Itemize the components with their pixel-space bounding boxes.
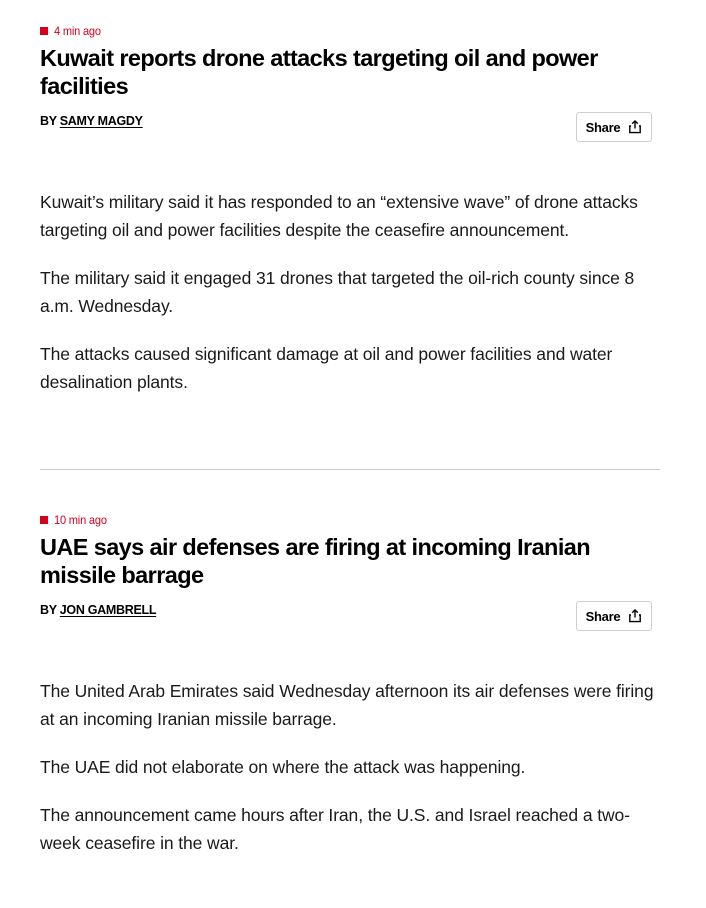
share-upload-icon	[628, 609, 642, 623]
post-body	[40, 677, 660, 857]
byline-row	[40, 603, 660, 651]
post-headline: UAE says air defenses are firing at incoming Iranian missile barrage	[40, 534, 590, 588]
post-paragraph: Kuwait’s military said it has responded to an “extensive wave” of drone attacks targeting oil and power facilities despite the ceasefire announcement.	[40, 192, 638, 240]
post-paragraph: The attacks caused significant damage at oil and power facilities and water desalination plants.	[40, 344, 613, 392]
post-paragraph: The military said it engaged 31 drones that targeted the oil-rich county since 8 a.m. Wednesday.	[40, 268, 635, 316]
share-button[interactable]	[576, 601, 652, 631]
live-updates-feed	[40, 0, 660, 853]
post-paragraph: The announcement came hours after Iran, the U.S. and Israel reached a two-week ceasefire in the war.	[40, 805, 630, 853]
live-indicator-icon	[40, 516, 48, 524]
byline	[40, 603, 156, 617]
byline-prefix: BY	[40, 114, 57, 128]
post-paragraph: The UAE did not elaborate on where the attack was happening.	[40, 757, 526, 777]
post-timestamp: 4 min ago	[54, 24, 101, 38]
post-timestamp: 10 min ago	[54, 513, 107, 527]
share-button-label: Share	[585, 608, 621, 624]
timestamp-row	[40, 513, 660, 527]
post-paragraph: The United Arab Emirates said Wednesday afternoon its air defenses were firing at an incoming Iranian missile barrage.	[40, 681, 654, 729]
byline-prefix: BY	[40, 603, 57, 617]
post-headline: Kuwait reports drone attacks targeting oil and power facilities	[40, 45, 598, 99]
author-link[interactable]: SAMY MAGDY	[59, 114, 143, 128]
share-button-label: Share	[585, 119, 621, 135]
author-link[interactable]: JON GAMBRELL	[59, 603, 157, 617]
live-update-post	[40, 0, 660, 877]
